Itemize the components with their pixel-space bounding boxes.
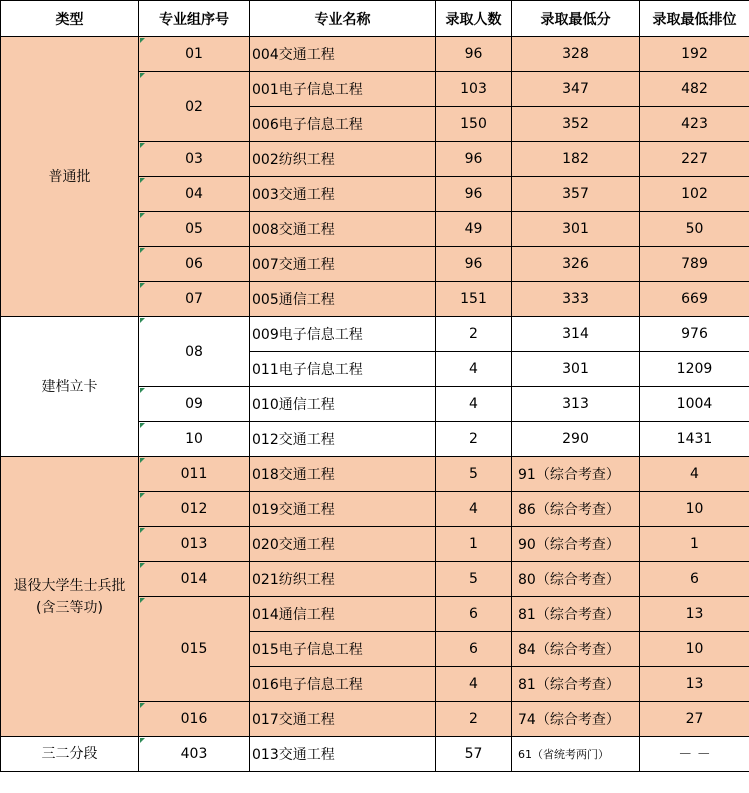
min-score-cell: 357 <box>512 177 640 212</box>
category-cell <box>1 457 139 737</box>
group-number-cell: 02 <box>139 72 250 142</box>
admitted-count-cell: 2 <box>436 702 512 737</box>
major-name-cell: 013交通工程 <box>250 737 436 772</box>
major-name-cell: 009电子信息工程 <box>250 317 436 352</box>
group-number-cell: 013 <box>139 527 250 562</box>
group-number-cell: 011 <box>139 457 250 492</box>
admitted-count-cell: 96 <box>436 177 512 212</box>
header-major-name: 专业名称 <box>250 1 436 37</box>
group-number-cell: 08 <box>139 317 250 387</box>
min-rank-cell: 789 <box>640 247 749 282</box>
min-rank-cell: 13 <box>640 667 749 702</box>
min-rank-cell: 1004 <box>640 387 749 422</box>
category-cell <box>1 37 139 317</box>
min-score-cell: 81（综合考查） <box>512 597 640 632</box>
admitted-count-cell: 4 <box>436 667 512 702</box>
group-number-cell: 05 <box>139 212 250 247</box>
min-score-cell: 290 <box>512 422 640 457</box>
min-rank-cell: 192 <box>640 37 749 72</box>
min-score-cell: 347 <box>512 72 640 107</box>
min-rank-cell: 102 <box>640 177 749 212</box>
min-score-cell: 352 <box>512 107 640 142</box>
min-score-cell: 91（综合考查） <box>512 457 640 492</box>
min-score-cell: 81（综合考查） <box>512 667 640 702</box>
major-name-cell: 004交通工程 <box>250 37 436 72</box>
major-name-cell: 008交通工程 <box>250 212 436 247</box>
major-name-cell: 010通信工程 <box>250 387 436 422</box>
min-score-cell: 61（省统考两门） <box>512 737 640 772</box>
admitted-count-cell: 4 <box>436 352 512 387</box>
admitted-count-cell: 4 <box>436 387 512 422</box>
admitted-count-cell: 103 <box>436 72 512 107</box>
table-row <box>1 457 749 492</box>
group-number-cell: 03 <box>139 142 250 177</box>
group-number-cell: 014 <box>139 562 250 597</box>
group-number-cell: 01 <box>139 37 250 72</box>
min-rank-cell: 10 <box>640 492 749 527</box>
min-score-cell: 326 <box>512 247 640 282</box>
admitted-count-cell: 151 <box>436 282 512 317</box>
category-label: 退役大学生士兵批 (含三等功) <box>13 577 126 616</box>
admitted-count-cell: 150 <box>436 107 512 142</box>
admitted-count-cell: 57 <box>436 737 512 772</box>
min-rank-cell: 423 <box>640 107 749 142</box>
min-rank-cell: 976 <box>640 317 749 352</box>
group-number-cell: 015 <box>139 597 250 702</box>
header-group-number: 专业组序号 <box>139 1 250 37</box>
min-score-cell: 84（综合考查） <box>512 632 640 667</box>
min-score-cell: 333 <box>512 282 640 317</box>
min-rank-cell: 227 <box>640 142 749 177</box>
min-rank-cell: 50 <box>640 212 749 247</box>
header-row <box>1 1 749 37</box>
major-name-cell: 006电子信息工程 <box>250 107 436 142</box>
category-cell <box>1 737 139 772</box>
major-name-cell: 003交通工程 <box>250 177 436 212</box>
min-rank-cell: 1209 <box>640 352 749 387</box>
major-name-cell: 019交通工程 <box>250 492 436 527</box>
admitted-count-cell: 4 <box>436 492 512 527</box>
group-number-cell: 016 <box>139 702 250 737</box>
group-number-cell: 10 <box>139 422 250 457</box>
table-row <box>1 37 749 72</box>
min-score-cell: 301 <box>512 212 640 247</box>
admitted-count-cell: 2 <box>436 317 512 352</box>
major-name-cell: 014通信工程 <box>250 597 436 632</box>
group-number-cell: 04 <box>139 177 250 212</box>
min-score-cell: 313 <box>512 387 640 422</box>
group-number-cell: 07 <box>139 282 250 317</box>
table-body <box>1 37 749 772</box>
group-number-cell: 06 <box>139 247 250 282</box>
category-label: 建档立卡 <box>41 378 98 395</box>
category-label: 普通批 <box>48 168 91 185</box>
min-rank-cell: 10 <box>640 632 749 667</box>
min-score-cell: 301 <box>512 352 640 387</box>
header-category: 类型 <box>1 1 139 37</box>
min-rank-cell: 482 <box>640 72 749 107</box>
min-score-cell: 90（综合考查） <box>512 527 640 562</box>
major-name-cell: 005通信工程 <box>250 282 436 317</box>
category-cell <box>1 317 139 457</box>
admitted-count-cell: 49 <box>436 212 512 247</box>
header-min-rank: 录取最低排位 <box>640 1 749 37</box>
admitted-count-cell: 5 <box>436 457 512 492</box>
major-name-cell: 011电子信息工程 <box>250 352 436 387</box>
header-min-score: 录取最低分 <box>512 1 640 37</box>
admitted-count-cell: 6 <box>436 632 512 667</box>
min-score-cell: 74（综合考查） <box>512 702 640 737</box>
group-number-cell: 09 <box>139 387 250 422</box>
major-name-cell: 021纺织工程 <box>250 562 436 597</box>
min-score-cell: 86（综合考查） <box>512 492 640 527</box>
min-rank-cell: 669 <box>640 282 749 317</box>
major-name-cell: 001电子信息工程 <box>250 72 436 107</box>
admitted-count-cell: 96 <box>436 247 512 282</box>
min-rank-cell: 1 <box>640 527 749 562</box>
major-name-cell: 002纺织工程 <box>250 142 436 177</box>
min-rank-cell: 13 <box>640 597 749 632</box>
group-number-cell: 403 <box>139 737 250 772</box>
admitted-count-cell: 96 <box>436 142 512 177</box>
min-rank-cell: 27 <box>640 702 749 737</box>
major-name-cell: 016电子信息工程 <box>250 667 436 702</box>
admitted-count-cell: 2 <box>436 422 512 457</box>
group-number-cell: 012 <box>139 492 250 527</box>
table-row <box>1 317 749 352</box>
min-score-cell: 80（综合考查） <box>512 562 640 597</box>
admitted-count-cell: 5 <box>436 562 512 597</box>
major-name-cell: 012交通工程 <box>250 422 436 457</box>
min-rank-cell: 4 <box>640 457 749 492</box>
major-name-cell: 020交通工程 <box>250 527 436 562</box>
admitted-count-cell: 96 <box>436 37 512 72</box>
admitted-count-cell: 6 <box>436 597 512 632</box>
major-name-cell: 017交通工程 <box>250 702 436 737</box>
table-row <box>1 737 749 772</box>
min-rank-cell: 6 <box>640 562 749 597</box>
admitted-count-cell: 1 <box>436 527 512 562</box>
min-score-cell: 182 <box>512 142 640 177</box>
category-label: 三二分段 <box>41 746 98 762</box>
major-name-cell: 015电子信息工程 <box>250 632 436 667</box>
major-name-cell: 018交通工程 <box>250 457 436 492</box>
header-admitted-count: 录取人数 <box>436 1 512 37</box>
min-score-cell: 328 <box>512 37 640 72</box>
major-name-cell: 007交通工程 <box>250 247 436 282</box>
min-rank-cell: － － <box>640 737 749 772</box>
min-rank-cell: 1431 <box>640 422 749 457</box>
min-score-cell: 314 <box>512 317 640 352</box>
